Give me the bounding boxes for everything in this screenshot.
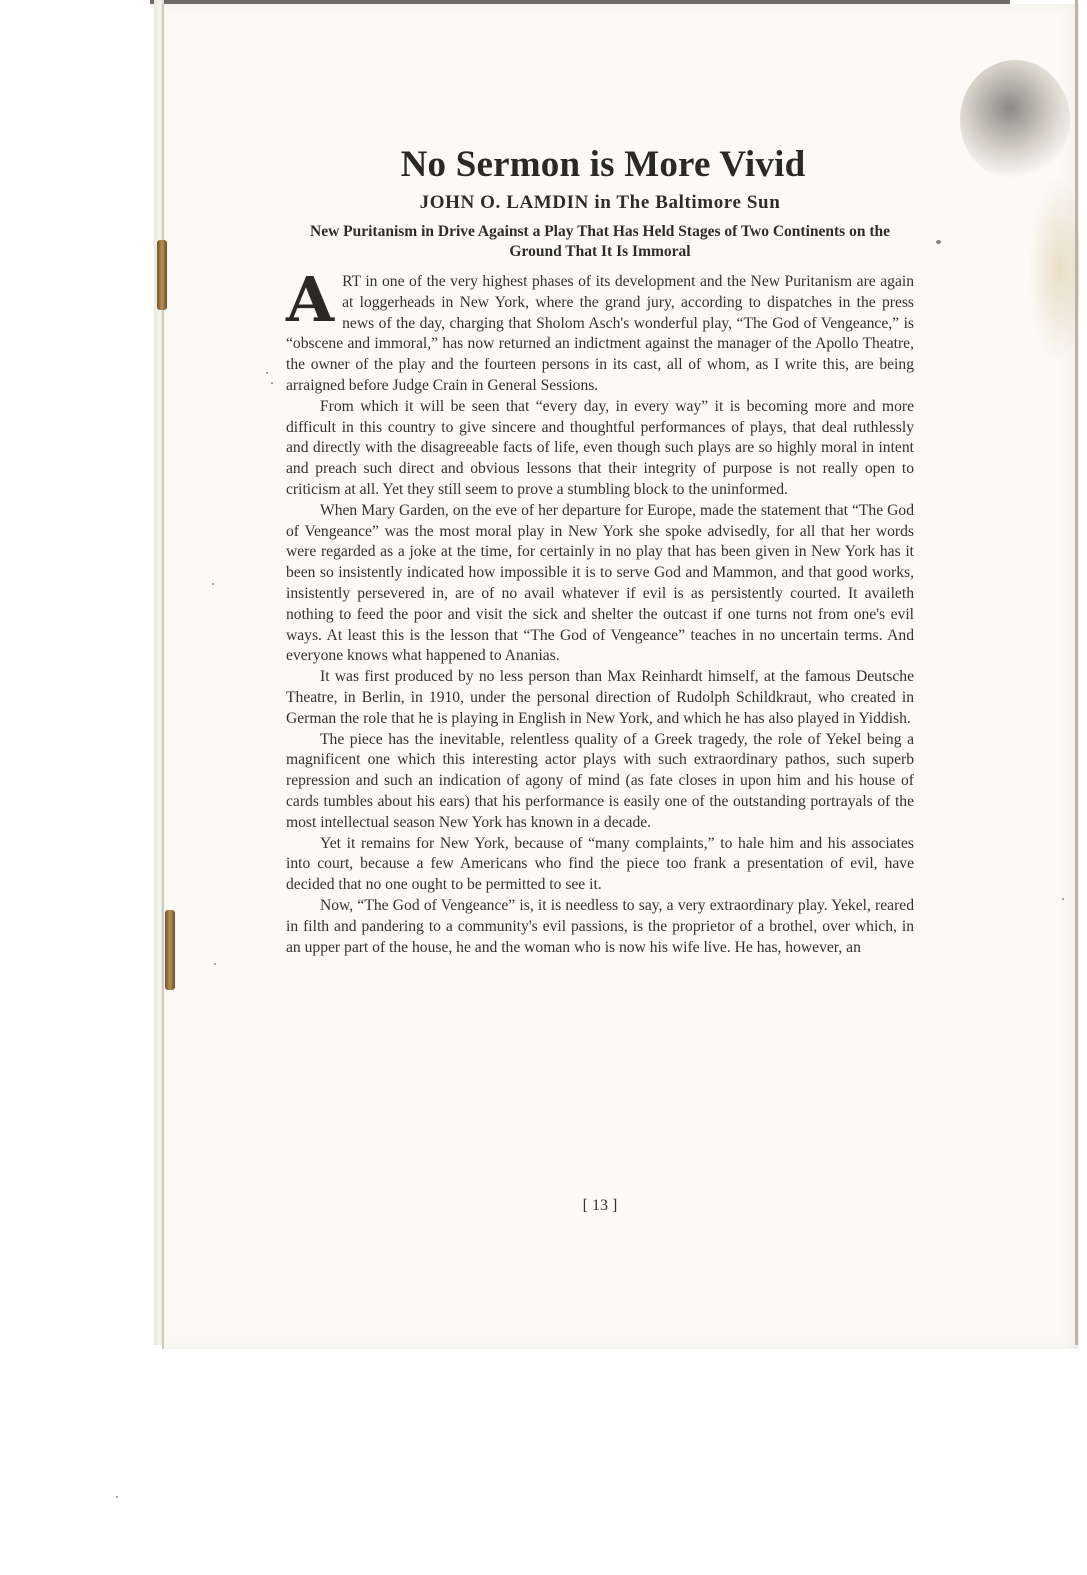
article-body [286,263,914,958]
byline: JOHN O. LAMDIN in The Baltimore Sun [419,192,781,213]
page-number: [ 13 ] [582,1197,618,1214]
staple [165,910,175,990]
paragraph: From which it will be seen that “every day, in every way” it is becoming more and more difficult in this country to give sincere and thoughtful performances of plays, that deal ruthlessly and directly with the disagreeable facts of life, even though such plays are so highly moral in intent and preach such direct and obvious lessons that their integrity of purpose is not really open to criticism at all. Yet they still seem to prove a stumbling block to the uninformed. [286,397,914,498]
paragraph [286,263,914,397]
staple [157,240,167,310]
paragraph: Yet it remains for New York, because of “many complaints,” to hale him and his associates into court, because a few Americans who find the piece too frank a presentation of evil, have decided that no one ought to be permitted to see it. [286,834,914,894]
page-stain [1030,180,1080,360]
page-right-edge [1075,0,1078,1345]
page-stain [960,60,1070,180]
paragraph: The piece has the inevitable, relentless quality of a Greek tragedy, the role of Yekel being a magnificent one which this interesting actor plays with such extraordinary pathos, such superb repression and such an indication of agony of mind (as fate closes in upon him and his house of cards tumbles about his ears) that his performance is easily one of the outstanding portrayals of the most intellectual season New York has known in a decade. [286,730,914,831]
paragraph: When Mary Garden, on the eve of her departure for Europe, made the statement that “The God of Vengeance” was the most moral play in New York she spoke advisedly, for all that her words were regarded as a joke at the time, for certainly in no play that has been given in New York has it been so insistently indicated how impossible it is to serve God and Mammon, and that good works, insistently persevered in, are of no avail whatever if evil is as persistently courted. It availeth nothing to feed the poor and visit the sick and shelter the outcast if one turns not from one's evil ways. At least this is the lesson that “The God of Vengeance” teaches in no uncertain terms. And everyone knows what happened to Ananias. [286,501,914,665]
subheadline: New Puritanism in Drive Against a Play That Has Held Stages of Two Continents on the Ground That It Is Immoral [310,223,890,260]
article [286,142,914,1214]
headline: No Sermon is More Vivid [400,144,806,185]
paragraph: It was first produced by no less person than Max Reinhardt himself, at the famous Deutsche Theatre, in Berlin, in 1910, under the personal direction of Rudolph Schildkraut, who created in German the role that he is playing in English in New York, and which he has also played in Yiddish. [286,668,914,727]
drop-cap: A [286,263,335,336]
paragraph: Now, “The God of Vengeance” is, it is needless to say, a very extraordinary play. Yekel, reared in filth and pandering to a community's evil passions, is the proprietor of a brothel, over which, in an upper part of the house, he and the woman who is now his wife live. He has, however, an [286,896,914,956]
paragraph-text: RT in one of the very highest phases of its development and the New Puritanism are again at loggerheads in New York, where the grand jury, according to dispatches in the press news of the day, charging that Sholom Asch's wonderful play, “The God of Vengeance,” is “obscene and immoral,” has now returned an indictment against the manager of the Apollo Theatre, the owner of the play and the fourteen persons in its cast, all of whom, as I write this, are being arraigned before Judge Crain in General Sessions. [286,273,914,394]
